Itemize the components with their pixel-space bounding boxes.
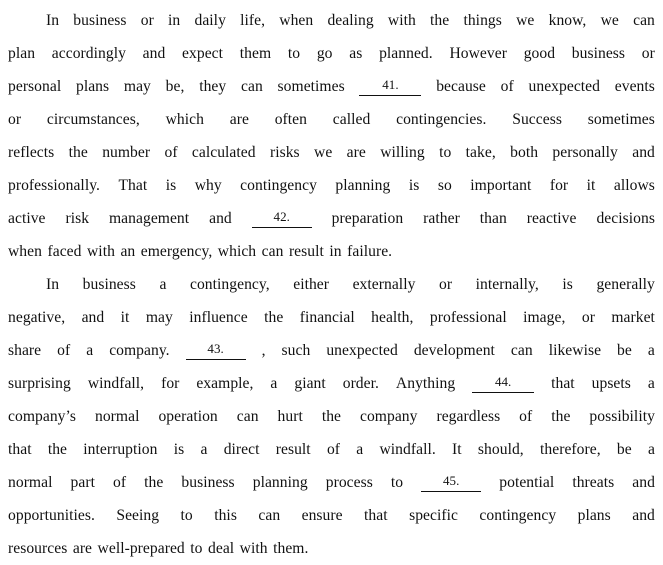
word: a bbox=[159, 276, 167, 293]
word: of bbox=[57, 342, 71, 359]
word: normal bbox=[8, 474, 53, 491]
word: in bbox=[168, 12, 181, 29]
word: a bbox=[200, 441, 208, 458]
word: internally, bbox=[475, 276, 539, 293]
word: externally bbox=[352, 276, 416, 293]
word: which bbox=[217, 243, 257, 260]
blank-43[interactable]: 43. bbox=[186, 339, 246, 360]
word: can bbox=[258, 507, 281, 524]
word: image, bbox=[523, 309, 566, 326]
word: as bbox=[349, 45, 363, 62]
word: be, bbox=[165, 78, 185, 95]
word: called bbox=[332, 111, 371, 128]
word: and bbox=[142, 45, 166, 62]
word: take, bbox=[465, 144, 496, 161]
word: in bbox=[329, 243, 342, 260]
word: can bbox=[241, 78, 263, 95]
word: of bbox=[113, 474, 127, 491]
word: or bbox=[8, 111, 22, 128]
word: allows bbox=[613, 177, 655, 194]
word: preparation bbox=[331, 210, 404, 227]
word: good bbox=[523, 45, 556, 62]
word: plan bbox=[8, 45, 36, 62]
word: things bbox=[463, 12, 502, 29]
word: company bbox=[359, 408, 418, 425]
word: possibility bbox=[589, 408, 655, 425]
passage-line bbox=[8, 268, 655, 301]
word: we bbox=[600, 12, 619, 29]
passage-line bbox=[8, 301, 655, 334]
word: business bbox=[181, 474, 235, 491]
passage-line bbox=[8, 334, 655, 367]
word: often bbox=[274, 111, 307, 128]
passage-line bbox=[8, 70, 655, 103]
word: know, bbox=[548, 12, 587, 29]
word: or bbox=[581, 309, 595, 326]
word: operation bbox=[158, 408, 218, 425]
word: are bbox=[346, 144, 366, 161]
word: development bbox=[413, 342, 495, 359]
word: is bbox=[165, 177, 177, 194]
word: opportunities. bbox=[8, 507, 95, 524]
word: go bbox=[316, 45, 333, 62]
word: willing bbox=[380, 144, 425, 161]
word: life, bbox=[240, 12, 266, 29]
word: reactive bbox=[526, 210, 577, 227]
word: the bbox=[47, 441, 68, 458]
word: ensure bbox=[301, 507, 343, 524]
word: a bbox=[86, 342, 94, 359]
word: example, bbox=[196, 375, 254, 392]
word: health, bbox=[371, 309, 414, 326]
word: that bbox=[8, 441, 32, 458]
word: we bbox=[516, 12, 535, 29]
word: with bbox=[239, 540, 268, 557]
word: risks bbox=[269, 144, 300, 161]
word: may bbox=[123, 78, 151, 95]
passage-line bbox=[8, 103, 655, 136]
word: sometimes bbox=[587, 111, 655, 128]
word: important bbox=[470, 177, 532, 194]
word: It bbox=[452, 441, 462, 458]
word: the bbox=[551, 408, 571, 425]
word: accordingly bbox=[51, 45, 126, 62]
word: likewise bbox=[548, 342, 602, 359]
word: a bbox=[647, 342, 655, 359]
paragraph-1 bbox=[8, 4, 655, 268]
word: be bbox=[616, 441, 632, 458]
word: the bbox=[321, 408, 342, 425]
word: and bbox=[632, 144, 655, 161]
passage-line bbox=[8, 169, 655, 202]
word: dealing bbox=[327, 12, 374, 29]
word: generally bbox=[596, 276, 655, 293]
passage-line bbox=[8, 499, 655, 532]
word: are bbox=[72, 540, 93, 557]
passage-line bbox=[8, 202, 655, 235]
word: hurt bbox=[277, 408, 303, 425]
word: and bbox=[81, 309, 105, 326]
passage-line bbox=[8, 367, 655, 400]
word: company. bbox=[109, 342, 170, 359]
word: contingencies. bbox=[396, 111, 487, 128]
passage-line bbox=[8, 466, 655, 499]
word: can bbox=[261, 243, 284, 260]
word: That bbox=[118, 177, 148, 194]
word: the bbox=[430, 12, 450, 29]
blank-44[interactable]: 44. bbox=[472, 372, 534, 393]
word: of bbox=[500, 78, 514, 95]
word: to bbox=[439, 144, 452, 161]
word: that bbox=[551, 375, 575, 392]
word: or bbox=[438, 276, 453, 293]
word: a bbox=[270, 375, 278, 392]
word: because bbox=[436, 78, 486, 95]
word: windfall. bbox=[379, 441, 436, 458]
word: market bbox=[611, 309, 655, 326]
word: influence bbox=[189, 309, 248, 326]
word: and bbox=[632, 507, 655, 524]
word: this bbox=[214, 507, 237, 524]
word: plans bbox=[577, 507, 611, 524]
word: personally bbox=[552, 144, 618, 161]
word: contingency, bbox=[189, 276, 270, 293]
word: failure. bbox=[347, 243, 393, 260]
word: it bbox=[586, 177, 596, 194]
passage-line bbox=[8, 235, 655, 268]
passage-line bbox=[8, 433, 655, 466]
word: result bbox=[288, 243, 324, 260]
passage-line bbox=[8, 532, 655, 565]
word: planning bbox=[335, 177, 391, 194]
passage-line bbox=[8, 37, 655, 70]
word: contingency bbox=[479, 507, 557, 524]
word: events bbox=[614, 78, 655, 95]
word: specific bbox=[409, 507, 458, 524]
word: windfall, bbox=[87, 375, 145, 392]
word: part bbox=[70, 474, 95, 491]
word: well-prepared bbox=[97, 540, 185, 557]
word: are bbox=[229, 111, 249, 128]
word: business bbox=[82, 276, 136, 293]
word: to bbox=[287, 45, 301, 62]
word: professionally. bbox=[8, 177, 100, 194]
passage-line bbox=[8, 400, 655, 433]
word: than bbox=[479, 210, 507, 227]
word: to bbox=[180, 507, 193, 524]
blank-45[interactable]: 45. bbox=[421, 471, 481, 492]
word: deal bbox=[208, 540, 235, 557]
word: risk bbox=[65, 210, 90, 227]
word: contingency bbox=[240, 177, 317, 194]
word: them. bbox=[273, 540, 309, 557]
word: it bbox=[120, 309, 130, 326]
word: can bbox=[236, 408, 259, 425]
word: when bbox=[279, 12, 314, 29]
word: can bbox=[633, 12, 655, 29]
word: for bbox=[161, 375, 180, 392]
word: plans bbox=[75, 78, 110, 95]
word: negative, bbox=[8, 309, 66, 326]
word: can bbox=[510, 342, 533, 359]
word: is bbox=[173, 441, 185, 458]
word: planning bbox=[252, 474, 308, 491]
word: professional bbox=[429, 309, 507, 326]
word: order. bbox=[342, 375, 379, 392]
word: the bbox=[144, 474, 164, 491]
word: with bbox=[87, 243, 115, 260]
word: personal bbox=[8, 78, 62, 95]
word: expect bbox=[182, 45, 224, 62]
word: that bbox=[364, 507, 388, 524]
paragraph-2 bbox=[8, 268, 655, 565]
word: faced bbox=[47, 243, 82, 260]
word: which bbox=[165, 111, 204, 128]
word: therefore, bbox=[540, 441, 601, 458]
word: they bbox=[199, 78, 227, 95]
word: be bbox=[617, 342, 632, 359]
word: process bbox=[325, 474, 373, 491]
blank-41[interactable]: 41. bbox=[359, 75, 421, 96]
word: emergency, bbox=[140, 243, 213, 260]
word: circumstances, bbox=[46, 111, 140, 128]
word: sometimes bbox=[277, 78, 345, 95]
word: or bbox=[641, 45, 655, 62]
word: decisions bbox=[596, 210, 655, 227]
word: Anything bbox=[395, 375, 456, 392]
word: both bbox=[510, 144, 539, 161]
word: for bbox=[549, 177, 569, 194]
word: to bbox=[390, 474, 404, 491]
word: , bbox=[261, 342, 266, 359]
word: direct bbox=[223, 441, 260, 458]
word: them bbox=[239, 45, 272, 62]
word: resources bbox=[8, 540, 68, 557]
word: upsets bbox=[591, 375, 631, 392]
word: either bbox=[293, 276, 330, 293]
word: reflects bbox=[8, 144, 55, 161]
word: company’s bbox=[8, 408, 77, 425]
word: planned. bbox=[379, 45, 433, 62]
word: result bbox=[275, 441, 311, 458]
word: so bbox=[437, 177, 452, 194]
word: is bbox=[408, 177, 420, 194]
word: with bbox=[387, 12, 416, 29]
word: why bbox=[194, 177, 222, 194]
word: giant bbox=[294, 375, 326, 392]
word: a bbox=[647, 441, 655, 458]
word: rather bbox=[423, 210, 460, 227]
word: of bbox=[326, 441, 341, 458]
word: Seeing bbox=[116, 507, 160, 524]
word: we bbox=[314, 144, 333, 161]
word: and bbox=[209, 210, 232, 227]
word: the bbox=[68, 144, 88, 161]
word: business bbox=[571, 45, 626, 62]
word: number bbox=[102, 144, 151, 161]
word: surprising bbox=[8, 375, 71, 392]
word: and bbox=[632, 474, 655, 491]
passage-line bbox=[8, 136, 655, 169]
word: a bbox=[356, 441, 364, 458]
word: when bbox=[8, 243, 42, 260]
word: threats bbox=[572, 474, 615, 491]
word: share bbox=[8, 342, 42, 359]
word: In bbox=[46, 276, 60, 293]
word: such bbox=[281, 342, 311, 359]
word: or bbox=[140, 12, 154, 29]
word: to bbox=[190, 540, 203, 557]
word: unexpected bbox=[528, 78, 601, 95]
word: normal bbox=[94, 408, 140, 425]
word: In bbox=[46, 12, 60, 29]
word: active bbox=[8, 210, 46, 227]
word: of bbox=[164, 144, 178, 161]
word: of bbox=[519, 408, 533, 425]
word: Success bbox=[512, 111, 562, 128]
passage-line bbox=[8, 4, 655, 37]
word: financial bbox=[299, 309, 355, 326]
word: an bbox=[120, 243, 136, 260]
word: potential bbox=[499, 474, 555, 491]
word: regardless bbox=[436, 408, 501, 425]
word: may bbox=[145, 309, 173, 326]
word: the bbox=[264, 309, 284, 326]
word: management bbox=[109, 210, 190, 227]
word: a bbox=[647, 375, 655, 392]
blank-42[interactable]: 42. bbox=[252, 207, 312, 228]
word: unexpected bbox=[326, 342, 398, 359]
word: calculated bbox=[191, 144, 256, 161]
word: interruption bbox=[83, 441, 158, 458]
word: daily bbox=[194, 12, 226, 29]
word: is bbox=[562, 276, 573, 293]
word: However bbox=[449, 45, 507, 62]
word: business bbox=[73, 12, 127, 29]
word: should, bbox=[477, 441, 524, 458]
